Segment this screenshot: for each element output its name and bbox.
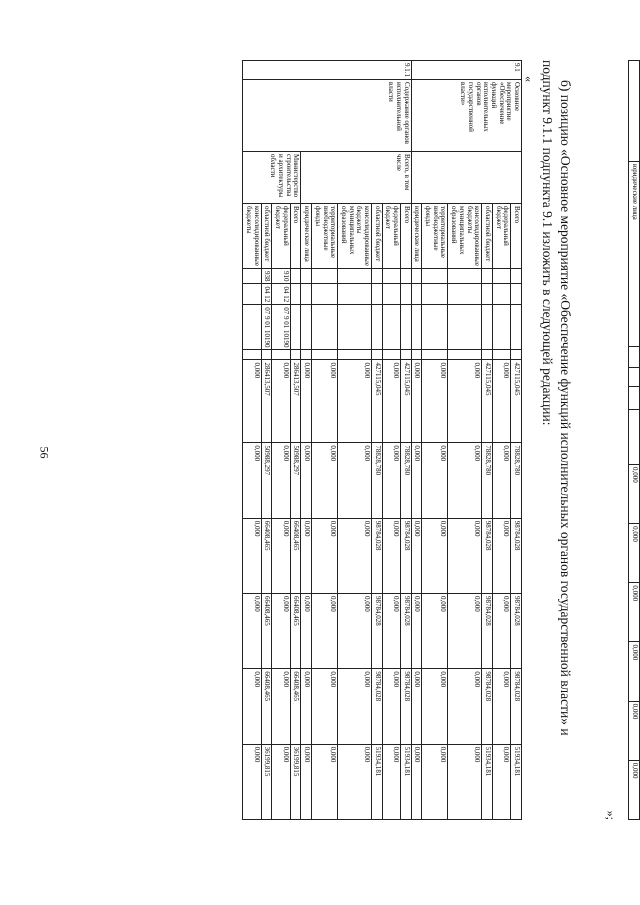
amount-cell: 0,000 (448, 518, 482, 593)
budget-code (401, 305, 412, 350)
budget-code (492, 284, 510, 305)
budget-code (312, 284, 338, 305)
amount-cell: 427115,045 (511, 360, 522, 443)
amount-cell: 0,000 (243, 443, 261, 518)
amount-cell: 0,000 (422, 360, 448, 443)
amount-cell: 0,000 (272, 443, 290, 518)
budget-code (511, 284, 522, 305)
budget-code (243, 268, 261, 284)
budget-code (301, 350, 312, 360)
amount-cell: 98784,028 (482, 594, 493, 669)
funding-source: Всего (401, 204, 412, 269)
funding-source: консолидированные бюджеты муниципальных образований (448, 204, 482, 269)
amount-cell: 0,000 (301, 669, 312, 744)
budget-code (511, 305, 522, 350)
amount-cell: 0,000 (492, 518, 510, 593)
budget-code (401, 284, 412, 305)
funding-source: юридические лица (301, 204, 312, 269)
amount-cell: 0,000 (382, 669, 400, 744)
amount-cell: 427115,045 (482, 360, 493, 443)
amount-cell: 0,000 (243, 594, 261, 669)
amount-cell: 427115,045 (401, 360, 412, 443)
budget-code: 04 12 (272, 284, 290, 305)
amount-cell: 66408,465 (261, 594, 272, 669)
budget-code (261, 350, 272, 360)
budget-code (422, 350, 448, 360)
budget-code: 938 (261, 268, 272, 284)
top-row-value: 0,000 (629, 465, 640, 524)
amount-cell: 51934,181 (482, 744, 493, 819)
amount-cell: 0,000 (301, 744, 312, 819)
top-row-value: 0,000 (629, 583, 640, 642)
amount-cell: 0,000 (312, 594, 338, 669)
amount-cell: 98784,028 (482, 669, 493, 744)
budget-code (382, 284, 400, 305)
amount-cell: 0,000 (338, 518, 372, 593)
amount-cell: 0,000 (338, 744, 372, 819)
amount-cell: 0,000 (448, 669, 482, 744)
amount-cell: 0,000 (272, 744, 290, 819)
amount-cell: 0,000 (312, 744, 338, 819)
budget-code (338, 284, 372, 305)
amount-cell: 78828,780 (401, 443, 412, 518)
responsible-executor: Всего, в том числе (301, 152, 411, 204)
funding-source: юридические лица (411, 204, 422, 269)
budget-code: 910 (272, 268, 290, 284)
amount-cell: 0,000 (243, 744, 261, 819)
amount-cell: 0,000 (422, 744, 448, 819)
amount-cell: 66408,465 (261, 518, 272, 593)
amount-cell: 0,000 (411, 518, 422, 593)
amount-cell: 0,000 (243, 518, 261, 593)
amount-cell: 0,000 (492, 360, 510, 443)
budget-code (411, 305, 422, 350)
table-row (290, 61, 301, 820)
amount-cell: 0,000 (492, 744, 510, 819)
budget-code: 07 9 01 10190 (272, 305, 290, 350)
amount-cell: 0,000 (411, 594, 422, 669)
top-row-value: 0,000 (629, 524, 640, 583)
amount-cell: 0,000 (338, 443, 372, 518)
amount-cell: 78828,780 (482, 443, 493, 518)
funding-source: федеральный бюджет (382, 204, 400, 269)
budget-code (301, 305, 312, 350)
budget-code (411, 268, 422, 284)
closing-quote: »; (604, 810, 618, 820)
amount-cell: 0,000 (243, 669, 261, 744)
budget-code (338, 305, 372, 350)
budget-code (382, 268, 400, 284)
budget-code: 07 9 01 10190 (261, 305, 272, 350)
measure-name: Содержание органов исполнительной власти (243, 80, 411, 152)
amount-cell: 0,000 (448, 443, 482, 518)
budget-code (422, 268, 448, 284)
amount-cell: 98784,028 (372, 594, 383, 669)
budget-table (242, 60, 522, 820)
budget-code: 04 12 (261, 284, 272, 305)
budget-code (301, 284, 312, 305)
amount-cell: 50988,297 (261, 443, 272, 518)
budget-code (290, 350, 301, 360)
amount-cell: 0,000 (382, 744, 400, 819)
amount-cell: 0,000 (448, 360, 482, 443)
budget-code (492, 268, 510, 284)
responsible-executor (411, 152, 521, 204)
amount-cell: 0,000 (312, 360, 338, 443)
amount-cell: 0,000 (422, 594, 448, 669)
amount-cell: 66408,465 (290, 669, 301, 744)
amount-cell: 0,000 (312, 518, 338, 593)
heading-line-1: б) позицию «Основное мероприятие «Обеспечение функций исполнительных органов государственной власти» и (558, 80, 573, 736)
row-number: 9.1 (411, 61, 521, 80)
top-row-value: 0,000 (629, 642, 640, 701)
amount-cell: 0,000 (382, 594, 400, 669)
amount-cell: 98784,028 (401, 594, 412, 669)
amount-cell: 0,000 (338, 594, 372, 669)
amount-cell: 66408,465 (261, 669, 272, 744)
amount-cell: 0,000 (312, 443, 338, 518)
amount-cell: 286413,507 (261, 360, 272, 443)
amount-cell: 0,000 (382, 360, 400, 443)
rotated-sheet (100, 60, 640, 820)
budget-code (290, 305, 301, 350)
budget-code (411, 284, 422, 305)
amount-cell: 66408,465 (290, 518, 301, 593)
budget-code (243, 350, 261, 360)
funding-source: консолидированные бюджеты (243, 204, 261, 269)
budget-code (290, 284, 301, 305)
row-number: 9.1.1 (243, 61, 411, 80)
budget-code (482, 350, 493, 360)
budget-code (422, 284, 448, 305)
budget-code (448, 305, 482, 350)
amount-cell: 0,000 (422, 443, 448, 518)
amount-cell: 98784,028 (511, 669, 522, 744)
amount-cell: 50988,297 (290, 443, 301, 518)
top-table-fragment (628, 60, 640, 820)
top-row (629, 61, 640, 820)
budget-code (511, 268, 522, 284)
amount-cell: 78828,780 (372, 443, 383, 518)
amount-cell: 0,000 (301, 360, 312, 443)
budget-code (372, 305, 383, 350)
amount-cell: 0,000 (422, 669, 448, 744)
amount-cell: 0,000 (338, 669, 372, 744)
amount-cell: 0,000 (422, 518, 448, 593)
top-row-value: 0,000 (629, 760, 640, 819)
amount-cell: 0,000 (492, 669, 510, 744)
amount-cell: 0,000 (301, 518, 312, 593)
amount-cell: 0,000 (338, 360, 372, 443)
amount-cell: 0,000 (411, 443, 422, 518)
funding-source: консолидированные бюджеты муниципальных образований (338, 204, 372, 269)
budget-code (372, 268, 383, 284)
budget-code (511, 350, 522, 360)
amount-cell: 0,000 (411, 669, 422, 744)
opening-quote: « (522, 76, 536, 82)
budget-code (243, 305, 261, 350)
budget-code (301, 268, 312, 284)
budget-code (422, 305, 448, 350)
top-row-value: 0,000 (629, 701, 640, 760)
amount-cell: 98784,028 (401, 669, 412, 744)
amount-cell: 51934,181 (401, 744, 412, 819)
amount-cell: 0,000 (272, 518, 290, 593)
budget-code (448, 284, 482, 305)
amount-cell: 0,000 (382, 443, 400, 518)
empty-cell (629, 61, 640, 162)
amount-cell: 0,000 (411, 360, 422, 443)
amount-cell: 51934,181 (511, 744, 522, 819)
amount-cell: 0,000 (492, 594, 510, 669)
funding-source: территориальные внебюджетные фонды (422, 204, 448, 269)
budget-code (482, 268, 493, 284)
funding-source: Всего (511, 204, 522, 269)
table-row (511, 61, 522, 820)
amount-cell: 0,000 (382, 518, 400, 593)
budget-code (448, 268, 482, 284)
top-row-label: юридические лица (629, 162, 640, 347)
amendment-heading (538, 60, 574, 820)
funding-source: Всего (290, 204, 301, 269)
amount-cell: 0,000 (411, 744, 422, 819)
amount-cell: 0,000 (243, 360, 261, 443)
budget-code (290, 268, 301, 284)
amount-cell: 98784,028 (372, 669, 383, 744)
amount-cell: 78828,780 (511, 443, 522, 518)
amount-cell: 427115,045 (372, 360, 383, 443)
funding-source: областной бюджет (372, 204, 383, 269)
budget-code (338, 350, 372, 360)
amount-cell: 66408,465 (290, 594, 301, 669)
budget-code (482, 284, 493, 305)
budget-code (448, 350, 482, 360)
funding-source: областной бюджет (482, 204, 493, 269)
amount-cell: 51934,181 (372, 744, 383, 819)
budget-code (312, 305, 338, 350)
budget-code (312, 350, 338, 360)
amount-cell: 0,000 (448, 594, 482, 669)
budget-code (401, 268, 412, 284)
amount-cell: 0,000 (272, 669, 290, 744)
amount-cell: 36199,815 (261, 744, 272, 819)
page-number: 56 (37, 446, 52, 459)
budget-code (243, 284, 261, 305)
amount-cell: 98784,028 (372, 518, 383, 593)
amount-cell: 0,000 (301, 594, 312, 669)
budget-code (372, 284, 383, 305)
funding-source: федеральный бюджет (272, 204, 290, 269)
budget-code (372, 350, 383, 360)
amount-cell: 286413,507 (290, 360, 301, 443)
amount-cell: 0,000 (492, 443, 510, 518)
amount-cell: 0,000 (272, 360, 290, 443)
budget-code (312, 268, 338, 284)
budget-code (492, 305, 510, 350)
amount-cell: 0,000 (272, 594, 290, 669)
funding-source: территориальные внебюджетные фонды (312, 204, 338, 269)
funding-source: федеральный бюджет (492, 204, 510, 269)
budget-code (272, 350, 290, 360)
table-row (401, 61, 412, 820)
budget-code (411, 350, 422, 360)
funding-source: областной бюджет (261, 204, 272, 269)
amount-cell: 0,000 (301, 443, 312, 518)
amount-cell: 98784,028 (511, 518, 522, 593)
amount-cell: 98784,028 (482, 518, 493, 593)
amount-cell: 98784,028 (401, 518, 412, 593)
amount-cell: 0,000 (312, 669, 338, 744)
amount-cell: 0,000 (448, 744, 482, 819)
budget-code (382, 305, 400, 350)
responsible-executor: Министерство строительства и архитектуры области (243, 152, 301, 204)
amount-cell: 36199,815 (290, 744, 301, 819)
budget-code (482, 305, 493, 350)
budget-code (401, 350, 412, 360)
heading-line-2: подпункт 9.1.1 подпункта 9.1 изложить в следующей редакции: (539, 60, 555, 426)
budget-code (338, 268, 372, 284)
budget-code (382, 350, 400, 360)
amount-cell: 98784,028 (511, 594, 522, 669)
budget-code (492, 350, 510, 360)
measure-name: Основное мероприятие «Обеспечение функций исполнительных органов государственной власти» (411, 80, 521, 152)
